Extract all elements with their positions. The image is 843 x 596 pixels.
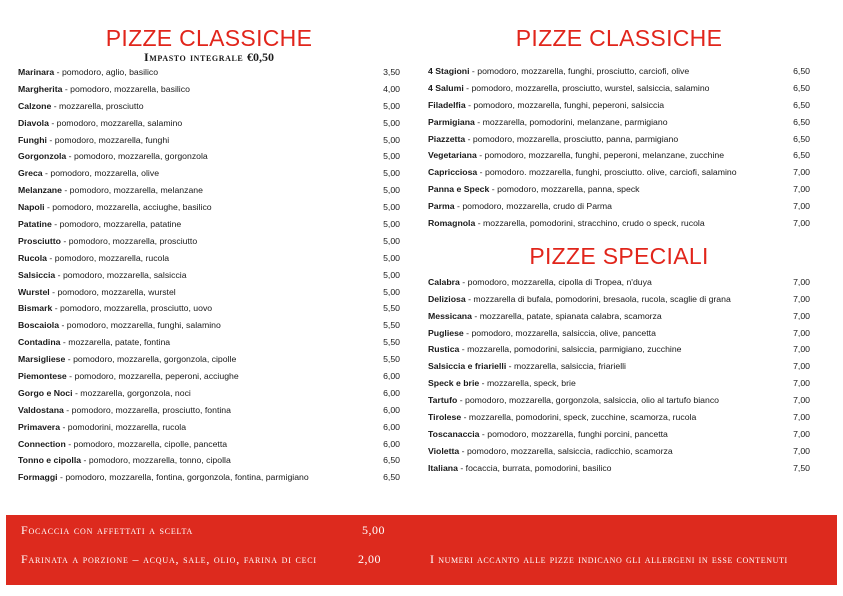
- section-title-classiche-left: PIZZE CLASSICHE: [105, 25, 313, 51]
- pizza-name: Napoli: [18, 202, 45, 213]
- pizza-name: Capricciosa: [428, 167, 478, 178]
- pizza-name: Toscanaccia: [428, 428, 480, 439]
- footer-banner: [6, 515, 837, 585]
- pizza-price: 7,50: [793, 462, 810, 473]
- menu-item: Bismark - pomodoro, mozzarella, prosciutto, uovo 5,50: [18, 300, 400, 317]
- pizza-price: 7,00: [793, 327, 810, 338]
- menu-item: Margherita - pomodoro, mozzarella, basilico 4,00: [18, 81, 400, 98]
- pizza-name: Tirolese: [428, 412, 462, 423]
- pizza-ingredients: mozzarella, pomodorini, speck, zucchine, scamorza, rucola: [468, 412, 697, 423]
- menu-item: Patatine - pomodoro, mozzarella, patatine 5,00: [18, 216, 400, 233]
- menu-item: Deliziosa - mozzarella di bufala, pomodorini, bresaola, rucola, scaglie di grana 7,00: [428, 291, 810, 308]
- pizza-ingredients: pomodoro, mozzarella, cipolle, pancetta: [73, 438, 228, 449]
- pizza-price: 6,50: [793, 82, 810, 93]
- pizza-ingredients: pomodoro, aglio, basilico: [61, 67, 159, 77]
- pizza-ingredients: pomodoro, mozzarella, melanzane: [69, 185, 203, 196]
- pizza-price: 6,00: [383, 438, 400, 449]
- pizza-ingredients: pomodoro, mozzarella, patatine: [59, 219, 182, 230]
- pizza-name: 4 Stagioni: [428, 66, 470, 76]
- pizza-name: Vegetariana: [428, 150, 477, 161]
- menu-item: Speck e brie - mozzarella, speck, brie 7,00: [428, 375, 810, 392]
- pizza-name: Funghi: [18, 134, 47, 145]
- pizza-name: Tartufo: [428, 395, 458, 406]
- menu-item: 4 Salumi - pomodoro, mozzarella, prosciutto, wurstel, salsiccia, salamino 6,50: [428, 80, 810, 97]
- menu-item: Calzone - mozzarella, prosciutto 5,00: [18, 98, 400, 115]
- menu-item: Parma - pomodoro, mozzarella, crudo di Parma 7,00: [428, 198, 810, 215]
- pizza-name: Panna e Speck: [428, 184, 490, 195]
- pizza-price: 7,00: [793, 167, 810, 178]
- pizza-name: Valdostana: [18, 404, 64, 415]
- focaccia-price: 5,00: [362, 523, 385, 537]
- pizza-price: 5,00: [383, 185, 400, 196]
- pizza-name: Filadelfia: [428, 99, 466, 110]
- pizza-name: Parma: [428, 201, 455, 212]
- pizza-price: 6,50: [793, 66, 810, 76]
- pizza-name: Marsigliese: [18, 354, 66, 365]
- menu-item: Wurstel - pomodoro, mozzarella, wurstel 5,00: [18, 284, 400, 301]
- section-title-speciali: PIZZE SPECIALI: [529, 242, 709, 269]
- pizza-price: 3,50: [383, 67, 400, 77]
- menu-item: Salsiccia e friarielli - mozzarella, salsiccia, friarielli 7,00: [428, 358, 810, 375]
- pizza-name: Rustica: [428, 344, 460, 355]
- pizza-price: 4,00: [383, 83, 400, 94]
- pizza-price: 6,00: [383, 421, 400, 432]
- pizza-name: Piemontese: [18, 371, 67, 382]
- pizza-ingredients: pomodoro, mozzarella, prosciutto, panna, parmigiano: [472, 133, 679, 144]
- pizza-name: 4 Salumi: [428, 82, 464, 93]
- pizza-name: Tonno e cipolla: [18, 455, 82, 466]
- pizza-name: Salsiccia: [18, 269, 56, 280]
- pizza-price: 5,00: [383, 151, 400, 162]
- menu-item: Panna e Speck - pomodoro, mozzarella, panna, speck 7,00: [428, 181, 810, 198]
- pizza-price: 7,00: [793, 310, 810, 321]
- farinata-price: 2,00: [358, 552, 381, 566]
- pizza-name: Speck e brie: [428, 378, 480, 389]
- pizza-price: 5,00: [383, 219, 400, 230]
- pizza-ingredients: mozzarella, salsiccia, friarielli: [513, 361, 626, 372]
- menu-item: Melanzane - pomodoro, mozzarella, melanzane 5,00: [18, 182, 400, 199]
- pizza-price: 6,00: [383, 404, 400, 415]
- menu-item: Parmigiana - mozzarella, pomodorini, melanzane, parmigiano 6,50: [428, 114, 810, 131]
- menu-item: Marsigliese - pomodoro, mozzarella, gorgonzola, cipolle 5,50: [18, 351, 400, 368]
- menu-item: Valdostana - pomodoro, mozzarella, prosciutto, fontina 6,00: [18, 402, 400, 419]
- pizza-ingredients: pomodoro, mozzarella, gorgonzola: [74, 151, 208, 162]
- pizza-ingredients: pomodoro, mozzarella, gorgonzola, salsiccia, olio al tartufo bianco: [465, 395, 720, 406]
- menu-item: Filadelfia - pomodoro, mozzarella, funghi, peperoni, salsiccia 6,50: [428, 97, 810, 114]
- pizza-ingredients: mozzarella, pomodorini, salsiccia, parmigiano, zucchine: [467, 344, 682, 355]
- pizza-price: 6,50: [383, 455, 400, 466]
- pizza-price: 5,00: [383, 286, 400, 297]
- pizza-price: 5,50: [383, 337, 400, 348]
- pizza-price: 5,00: [383, 168, 400, 179]
- menu-item: Salsiccia - pomodoro, mozzarella, salsiccia 5,00: [18, 267, 400, 284]
- menu-item: Romagnola - mozzarella, pomodorini, stracchino, crudo o speck, rucola 7,00: [428, 215, 810, 232]
- pizza-ingredients: pomodoro, mozzarella, olive: [50, 168, 160, 179]
- pizza-name: Melanzane: [18, 185, 62, 196]
- menu-item: Primavera - pomodorini, mozzarella, rucola 6,00: [18, 419, 400, 436]
- classiche-left-list: [18, 64, 400, 486]
- farinata-label: Farinata a porzione – acqua, sale, olio, farina di ceci: [21, 552, 317, 566]
- pizza-ingredients: pomodoro, mozzarella, acciughe, basilico: [52, 202, 212, 213]
- pizza-ingredients: pomodoro, mozzarella, salsiccia: [62, 269, 187, 280]
- impasto-label: Impasto integrale: [144, 50, 244, 64]
- section-title-classiche-right: PIZZE CLASSICHE: [515, 25, 723, 51]
- pizza-name: Rucola: [18, 252, 47, 263]
- menu-item: Piemontese - pomodoro, mozzarella, peperoni, acciughe 6,00: [18, 368, 400, 385]
- pizza-ingredients: pomodoro, mozzarella, funghi porcini, pancetta: [487, 428, 668, 439]
- menu-item: Rucola - pomodoro, mozzarella, rucola 5,00: [18, 250, 400, 267]
- allergen-note: I numeri accanto alle pizze indicano gli allergeni in esse contenuti: [430, 552, 788, 566]
- pizza-ingredients: pomodoro, mozzarella, fontina, gorgonzola, fontina, parmigiano: [65, 472, 309, 483]
- pizza-price: 5,50: [383, 354, 400, 365]
- pizza-price: 5,00: [383, 117, 400, 128]
- menu-item: Diavola - pomodoro, mozzarella, salamino 5,00: [18, 115, 400, 132]
- pizza-name: Primavera: [18, 421, 61, 432]
- impasto-price: €0,50: [246, 50, 274, 64]
- pizza-name: Wurstel: [18, 286, 50, 297]
- pizza-name: Boscaiola: [18, 320, 60, 331]
- pizza-name: Formaggi: [18, 472, 58, 483]
- menu-item: Rustica - mozzarella, pomodorini, salsiccia, parmigiano, zucchine 7,00: [428, 341, 810, 358]
- pizza-name: Connection: [18, 438, 66, 449]
- menu-item: Formaggi - pomodoro, mozzarella, fontina, gorgonzola, fontina, parmigiano 6,50: [18, 469, 400, 486]
- pizza-price: 7,00: [793, 395, 810, 406]
- pizza-name: Salsiccia e friarielli: [428, 361, 507, 372]
- pizza-ingredients: mozzarella, patate, fontina: [68, 337, 171, 348]
- menu-item: Greca - pomodoro, mozzarella, olive 5,00: [18, 165, 400, 182]
- pizza-price: 6,00: [383, 387, 400, 398]
- pizza-ingredients: mozzarella di bufala, pomodorini, bresaola, rucola, scaglie di grana: [473, 293, 731, 304]
- pizza-ingredients: pomodoro, mozzarella, crudo di Parma: [462, 201, 612, 212]
- pizza-ingredients: pomodoro, mozzarella, funghi: [54, 134, 170, 145]
- pizza-price: 6,50: [793, 116, 810, 127]
- pizza-name: Calzone: [18, 100, 52, 111]
- pizza-price: 5,50: [383, 320, 400, 331]
- pizza-ingredients: pomodoro, mozzarella, cipolla di Tropea, n'duya: [467, 276, 652, 287]
- pizza-ingredients: mozzarella, patate, spianata calabra, scamorza: [479, 310, 662, 321]
- pizza-ingredients: pomodoro, mozzarella, funghi, peperoni, salsiccia: [473, 99, 665, 110]
- menu-item: Violetta - pomodoro, mozzarella, salsiccia, radicchio, scamorza 7,00: [428, 443, 810, 460]
- pizza-price: 7,00: [793, 412, 810, 423]
- pizza-price: 7,00: [793, 293, 810, 304]
- pizza-price: 5,00: [383, 100, 400, 111]
- pizza-ingredients: pomodoro, mozzarella, prosciutto, uovo: [60, 303, 213, 314]
- menu-item: Prosciutto - pomodoro, mozzarella, prosciutto 5,00: [18, 233, 400, 250]
- pizza-name: Violetta: [428, 445, 460, 456]
- pizza-name: Greca: [18, 168, 43, 179]
- speciali-list: [428, 274, 810, 477]
- pizza-price: 7,00: [793, 201, 810, 212]
- pizza-ingredients: pomodoro, mozzarella, panna, speck: [497, 184, 640, 195]
- pizza-ingredients: mozzarella, pomodorini, stracchino, crudo o speck, rucola: [483, 218, 705, 229]
- pizza-ingredients: pomodoro, mozzarella, funghi, salamino: [66, 320, 221, 331]
- pizza-price: 6,00: [383, 371, 400, 382]
- pizza-ingredients: pomodoro, mozzarella, wurstel: [57, 286, 176, 297]
- pizza-price: 6,50: [793, 99, 810, 110]
- menu-item: 4 Stagioni - pomodoro, mozzarella, funghi, prosciutto, carciofi, olive 6,50: [428, 63, 810, 80]
- pizza-price: 5,00: [383, 202, 400, 213]
- menu-item: Marinara - pomodoro, aglio, basilico 3,50: [18, 64, 400, 81]
- menu-item: Italiana - focaccia, burrata, pomodorini, basilico 7,50: [428, 460, 810, 477]
- pizza-ingredients: pomodoro, mozzarella, prosciutto: [68, 235, 198, 246]
- pizza-price: 7,00: [793, 378, 810, 389]
- right-column: [428, 24, 810, 477]
- classiche-right-list: [428, 63, 810, 232]
- pizza-ingredients: mozzarella, gorgonzola, noci: [80, 387, 191, 398]
- pizza-price: 6,50: [793, 150, 810, 161]
- menu-item: Piazzetta - pomodoro, mozzarella, prosciutto, panna, parmigiano 6,50: [428, 131, 810, 148]
- pizza-price: 5,00: [383, 235, 400, 246]
- pizza-name: Bismark: [18, 303, 53, 314]
- pizza-ingredients: pomodoro, mozzarella, gorgonzola, cipolle: [73, 354, 237, 365]
- pizza-name: Pugliese: [428, 327, 464, 338]
- pizza-name: Romagnola: [428, 218, 476, 229]
- pizza-name: Contadina: [18, 337, 61, 348]
- pizza-ingredients: pomodoro, mozzarella, rucola: [54, 252, 170, 263]
- pizza-ingredients: mozzarella, pomodorini, melanzane, parmigiano: [482, 116, 668, 127]
- pizza-name: Diavola: [18, 117, 49, 128]
- pizza-ingredients: pomodoro, mozzarella, basilico: [70, 83, 190, 94]
- pizza-price: 7,00: [793, 184, 810, 195]
- menu-item: Tirolese - mozzarella, pomodorini, speck, zucchine, scamorza, rucola 7,00: [428, 409, 810, 426]
- pizza-price: 6,50: [383, 472, 400, 483]
- menu-item: Funghi - pomodoro, mozzarella, funghi 5,00: [18, 132, 400, 149]
- pizza-ingredients: focaccia, burrata, pomodorini, basilico: [465, 462, 612, 473]
- menu-item: Boscaiola - pomodoro, mozzarella, funghi, salamino 5,50: [18, 317, 400, 334]
- pizza-name: Margherita: [18, 83, 63, 94]
- pizza-ingredients: mozzarella, speck, brie: [486, 378, 576, 389]
- menu-item: Gorgo e Noci - mozzarella, gorgonzola, noci 6,00: [18, 385, 400, 402]
- menu-item: Connection - pomodoro, mozzarella, cipolle, pancetta 6,00: [18, 436, 400, 453]
- menu-item: Gorgonzola - pomodoro, mozzarella, gorgonzola 5,00: [18, 148, 400, 165]
- pizza-name: Italiana: [428, 462, 458, 473]
- pizza-price: 5,50: [383, 303, 400, 314]
- pizza-ingredients: pomodoro. mozzarella, funghi, prosciutto. olive, carciofi, salamino: [485, 167, 737, 178]
- menu-item: Pugliese - pomodoro, mozzarella, salsiccia, olive, pancetta 7,00: [428, 325, 810, 342]
- pizza-ingredients: pomodorini, mozzarella, rucola: [67, 421, 187, 432]
- impasto-integrale-note: [18, 51, 400, 64]
- menu-item: Contadina - mozzarella, patate, fontina 5,50: [18, 334, 400, 351]
- menu-item: Calabra - pomodoro, mozzarella, cipolla di Tropea, n'duya 7,00: [428, 274, 810, 291]
- pizza-name: Prosciutto: [18, 235, 61, 246]
- menu-item: Napoli - pomodoro, mozzarella, acciughe, basilico 5,00: [18, 199, 400, 216]
- pizza-name: Gorgonzola: [18, 151, 67, 162]
- pizza-ingredients: pomodoro, mozzarella, prosciutto, wurstel, salsiccia, salamino: [471, 82, 710, 93]
- pizza-name: Gorgo e Noci: [18, 387, 73, 398]
- pizza-ingredients: pomodoro, mozzarella, tonno, cipolla: [88, 455, 231, 466]
- pizza-price: 7,00: [793, 428, 810, 439]
- pizza-price: 7,00: [793, 344, 810, 355]
- pizza-name: Patatine: [18, 219, 52, 230]
- pizza-name: Deliziosa: [428, 293, 466, 304]
- menu-item: Capricciosa - pomodoro. mozzarella, funghi, prosciutto. olive, carciofi, salamino 7,00: [428, 164, 810, 181]
- pizza-price: 6,50: [793, 133, 810, 144]
- pizza-name: Messicana: [428, 310, 472, 321]
- pizza-ingredients: pomodoro, mozzarella, funghi, peperoni, melanzane, zucchine: [484, 150, 725, 161]
- pizza-name: Calabra: [428, 276, 460, 287]
- pizza-price: 7,00: [793, 361, 810, 372]
- pizza-ingredients: pomodoro, mozzarella, salsiccia, olive, pancetta: [471, 327, 656, 338]
- pizza-price: 7,00: [793, 218, 810, 229]
- menu-item: Toscanaccia - pomodoro, mozzarella, funghi porcini, pancetta 7,00: [428, 426, 810, 443]
- pizza-name: Parmigiana: [428, 116, 475, 127]
- left-column: [18, 24, 400, 486]
- pizza-price: 7,00: [793, 276, 810, 287]
- pizza-ingredients: pomodoro, mozzarella, peperoni, acciughe: [74, 371, 239, 382]
- pizza-ingredients: mozzarella, prosciutto: [59, 100, 144, 111]
- pizza-price: 7,00: [793, 445, 810, 456]
- focaccia-label: Focaccia con affettati a scelta: [21, 523, 194, 537]
- menu-item: Tartufo - pomodoro, mozzarella, gorgonzola, salsiccia, olio al tartufo bianco 7,00: [428, 392, 810, 409]
- pizza-ingredients: pomodoro, mozzarella, salsiccia, radicchio, scamorza: [466, 445, 673, 456]
- menu-item: Messicana - mozzarella, patate, spianata calabra, scamorza 7,00: [428, 308, 810, 325]
- menu-item: Tonno e cipolla - pomodoro, mozzarella, tonno, cipolla 6,50: [18, 452, 400, 469]
- menu-item: Vegetariana - pomodoro, mozzarella, funghi, peperoni, melanzane, zucchine 6,50: [428, 147, 810, 164]
- pizza-price: 5,00: [383, 269, 400, 280]
- pizza-name: Piazzetta: [428, 133, 466, 144]
- pizza-name: Marinara: [18, 67, 55, 77]
- pizza-ingredients: pomodoro, mozzarella, prosciutto, fontina: [71, 404, 231, 415]
- pizza-price: 5,00: [383, 252, 400, 263]
- pizza-ingredients: pomodoro, mozzarella, salamino: [56, 117, 183, 128]
- pizza-ingredients: pomodoro, mozzarella, funghi, prosciutto, carciofi, olive: [477, 66, 690, 76]
- pizza-price: 5,00: [383, 134, 400, 145]
